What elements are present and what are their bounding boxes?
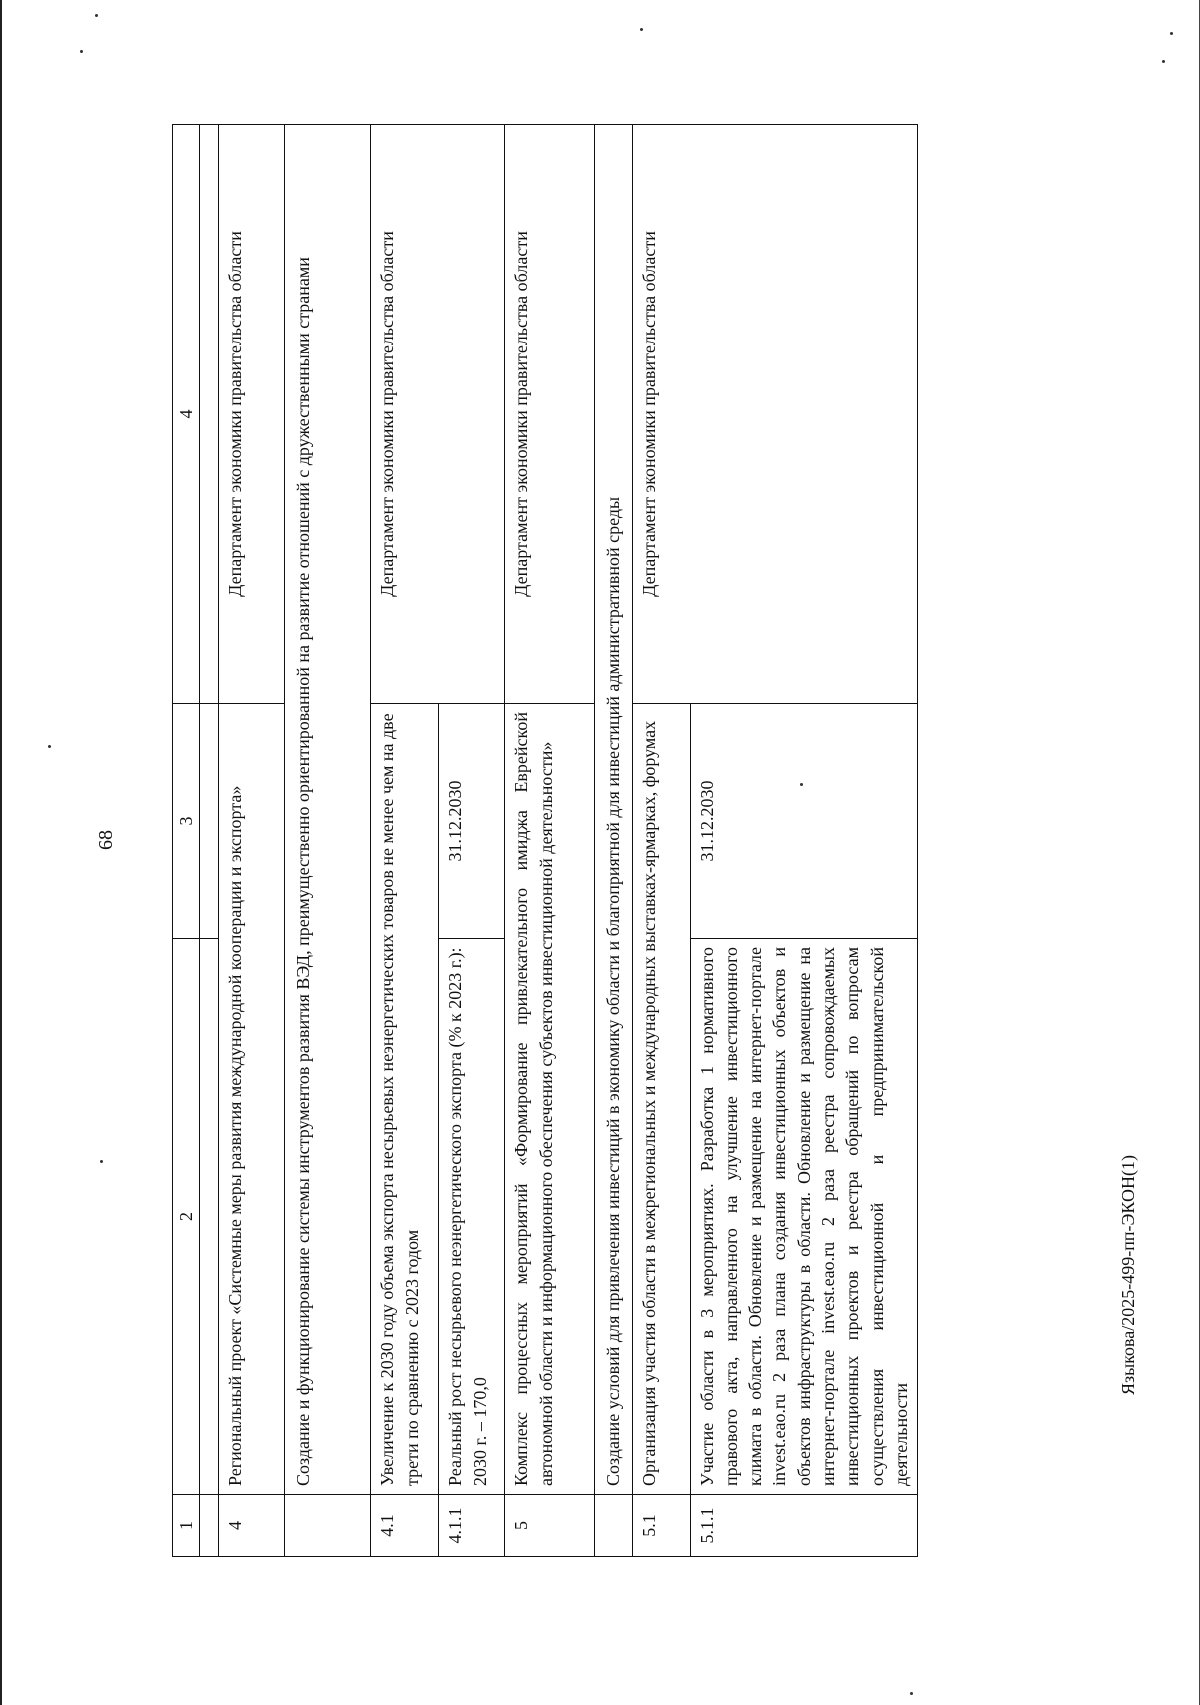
table-row: [219, 125, 285, 1557]
row-text: Организация участия области в межрегиональных и международных выставках-ярмарках, форумах: [632, 704, 690, 1495]
table-row: [371, 125, 439, 1557]
row-text: Комплекс процессных мероприятий «Формирование привлекательного имиджа Еврейской автономной области и информационного обеспечения субъектов инвестиционной деятельности»: [505, 704, 595, 1495]
scan-speck: [640, 28, 643, 31]
scan-speck: [910, 1692, 913, 1695]
page-number: 68: [95, 830, 117, 850]
row-number: 5.1.1: [690, 1495, 918, 1557]
section-row: [285, 125, 371, 1557]
scan-speck: [80, 50, 83, 53]
measures-table: [172, 124, 918, 1557]
section-text: Создание условий для привлечения инвестиций в экономику области и благоприятной для инвестиций административной среды: [595, 125, 632, 1495]
row-responsible: Департамент экономики правительства области: [219, 125, 285, 704]
page-left-edge: [0, 0, 2, 1705]
row-text: Участие области в 3 мероприятиях. Разработка 1 нормативного правового акта, направленного на улучшение инвестиционного климата в области. Обновление и размещение на интернет-портале invest.eao.ru 2 раза плана создания инвестиционных объектов и объектов инфраструктуры в области. Обновление и размещение на интернет-портале invest.eao.ru 2 раза реестра сопровождаемых инвестиционных проектов и реестра обращений по вопросам осуществления инвестиционной и предпринимательской деятельности: [690, 939, 918, 1495]
header-cell: 1: [173, 1495, 200, 1557]
table-header-row: [173, 125, 200, 1557]
scan-speck: [100, 1160, 103, 1163]
table-spacer-row: [200, 125, 219, 1557]
row-text: Реальный рост несырьевого неэнергетического экспорта (% к 2023 г.): 2030 г. – 170,0: [439, 939, 505, 1495]
header-cell: 4: [173, 125, 200, 704]
header-cell: 3: [173, 704, 200, 939]
row-responsible: Департамент экономики правительства области: [505, 125, 595, 704]
row-number: 4.1: [371, 1495, 439, 1557]
row-date: 31.12.2030: [690, 704, 918, 939]
scan-speck: [1170, 32, 1173, 35]
document-code: Языкова/2025-499-пп-ЭКОН(1): [1118, 1155, 1138, 1395]
row-number: 4.1.1: [439, 1495, 505, 1557]
scan-speck: [95, 14, 98, 17]
row-responsible: Департамент экономики правительства области: [632, 125, 918, 704]
scan-speck: [48, 745, 51, 748]
scan-speck: [1162, 60, 1165, 63]
row-number: 4: [219, 1495, 285, 1557]
rotated-table-container: [172, 125, 1072, 1557]
row-number: 5.1: [632, 1495, 690, 1557]
section-row: [595, 125, 632, 1557]
row-text: Увеличение к 2030 году объема экспорта несырьевых неэнергетических товаров не менее чем на две трети по сравнению с 2023 годом: [371, 704, 439, 1495]
table-row: [632, 125, 690, 1557]
row-responsible: Департамент экономики правительства области: [371, 125, 505, 704]
header-cell: 2: [173, 939, 200, 1495]
row-text: Региональный проект «Системные меры развития международной кооперации и экспорта»: [219, 704, 285, 1495]
row-number: 5: [505, 1495, 595, 1557]
row-date: 31.12.2030: [439, 704, 505, 939]
table-row: [505, 125, 595, 1557]
section-text: Создание и функционирование системы инструментов развития ВЭД, преимущественно ориентированной на развитие отношений с дружественными странами: [285, 125, 371, 1495]
